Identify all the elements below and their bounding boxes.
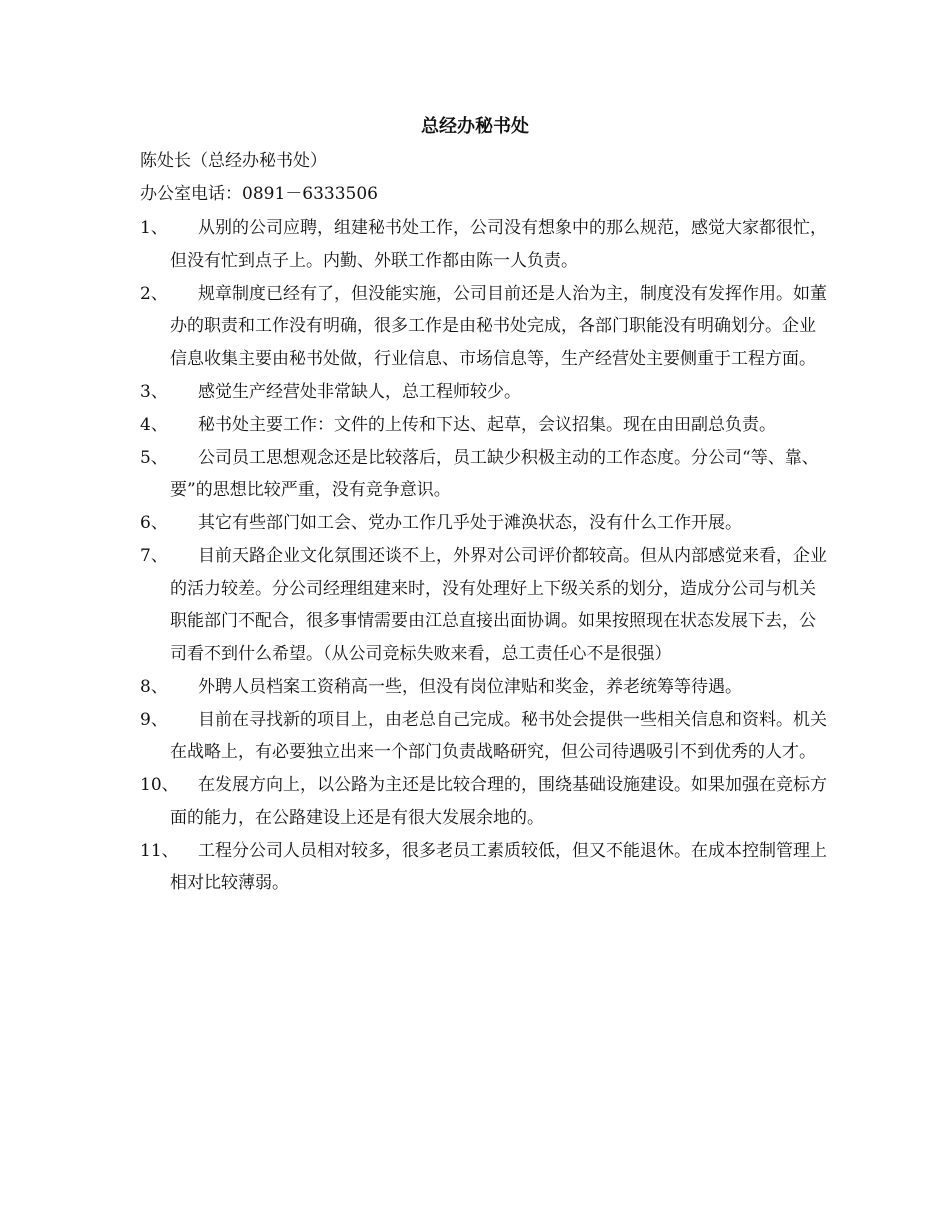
list-item [140, 671, 830, 704]
item-text: 在发展方向上，以公路为主还是比较合理的，围绕基础设施建设。如果加强在竞标方面的能力，在公路建设上还是有很大发展余地的。 [170, 775, 827, 828]
list-item [140, 376, 830, 409]
list-item [140, 704, 830, 769]
list-item [140, 442, 830, 507]
list-item [140, 507, 830, 540]
item-number: 6、 [140, 513, 168, 533]
item-text: 从别的公司应聘，组建秘书处工作，公司没有想象中的那么规范，感觉大家都很忙，但没有忙到点子上。内勤、外联工作都由陈一人负责。 [170, 218, 827, 271]
list-item [140, 278, 830, 376]
list-item [140, 769, 830, 834]
item-number: 10、 [140, 775, 179, 795]
item-text: 目前天路企业文化氛围还谈不上，外界对公司评价都较高。但从内部感觉来看，企业的活力较差。分公司经理组建来时，没有处理好上下级关系的划分，造成分公司与机关职能部门不配合，很多事情需要由江总直接出面协调。如果按照现在状态发展下去，公司看不到什么希望。（从公司竞标失败来看，总工责任心不是很强） [170, 546, 827, 664]
item-text: 其它有些部门如工会、党办工作几乎处于滩涣状态，没有什么工作开展。 [198, 513, 742, 533]
item-number: 11、 [140, 840, 179, 861]
list-item [140, 409, 830, 442]
item-number: 1、 [140, 218, 168, 238]
item-text: 外聘人员档案工资稍高一些，但没有岗位津贴和奖金，养老统筹等待遇。 [198, 676, 742, 697]
item-number: 7、 [140, 546, 168, 566]
page-title: 总经办秘书处 [421, 116, 529, 137]
item-number: 8、 [140, 676, 168, 697]
findings-list [140, 212, 830, 900]
item-number: 3、 [140, 381, 168, 402]
contact-person: 陈处长（总经办秘书处） [140, 151, 327, 171]
item-text: 规章制度已经有了，但没能实施，公司目前还是人治为主，制度没有发挥作用。如董办的职责和工作没有明确，很多工作是由秘书处完成，各部门职能没有明确划分。企业信息收集主要由秘书处做，行业信息、市场信息等，生产经营处主要侧重于工程方面。 [170, 283, 827, 369]
item-text: 感觉生产经营处非常缺人，总工程师较少。 [198, 381, 521, 402]
list-item [140, 835, 830, 900]
list-item [140, 540, 830, 670]
office-phone: 办公室电话：0891－6333506 [140, 184, 378, 204]
item-number: 5、 [140, 447, 168, 468]
item-number: 9、 [140, 709, 168, 730]
item-text: 目前在寻找新的项目上，由老总自己完成。秘书处会提供一些相关信息和资料。机关在战略上，有必要独立出来一个部门负责战略研究，但公司待遇吸引不到优秀的人才。 [170, 709, 827, 762]
item-number: 4、 [140, 414, 168, 435]
item-text: 工程分公司人员相对较多，很多老员工素质较低，但又不能退休。在成本控制管理上相对比较薄弱。 [170, 840, 827, 893]
item-text: 公司员工思想观念还是比较落后，员工缺少积极主动的工作态度。分公司“等、靠、要”的思想比较严重，没有竞争意识。 [170, 447, 819, 500]
item-number: 2、 [140, 283, 168, 304]
item-text: 秘书处主要工作：文件的上传和下达、起草，会议招集。现在由田副总负责。 [198, 414, 776, 435]
list-item [140, 212, 830, 277]
